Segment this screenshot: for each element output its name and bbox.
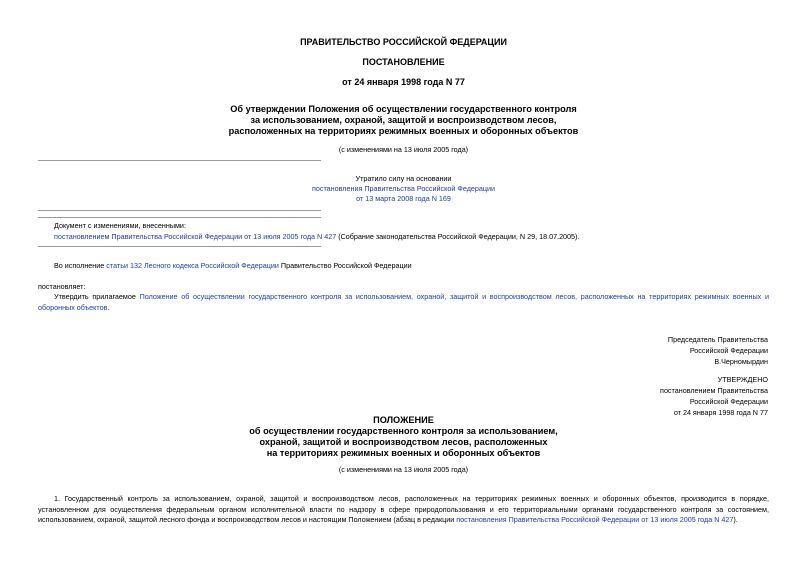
clause-1-suffix: ). bbox=[733, 515, 738, 524]
resolves-text: постановляет: bbox=[38, 282, 86, 291]
divider bbox=[38, 217, 321, 218]
clause-1 bbox=[38, 494, 769, 526]
divider bbox=[38, 210, 321, 211]
amendment-note: (с изменениями на 13 июля 2005 года) bbox=[338, 145, 469, 154]
lost-force-link-date[interactable]: от 13 марта 2008 года N 169 bbox=[356, 194, 451, 203]
document-date-number: от 24 января 1998 года N 77 bbox=[342, 77, 465, 87]
regulation-title: ПОЛОЖЕНИЕ bbox=[373, 415, 434, 425]
title-line: Об утверждении Положения об осуществлении государственного контроля bbox=[230, 104, 577, 114]
document-title bbox=[0, 104, 807, 137]
approve-paragraph bbox=[38, 292, 769, 313]
approved-country: Российской Федерации bbox=[689, 397, 768, 406]
signature-position: Председатель Правительства bbox=[667, 335, 768, 344]
clause-1-link[interactable]: постановления Правительства Российской Федерации от 13 июля 2005 года N 427 bbox=[456, 515, 734, 524]
regulation-line: об осуществлении государственного контроля за использованием, bbox=[249, 426, 558, 436]
changes-source: (Собрание законодательства Российской Федерации, N 29, 18.07.2005). bbox=[336, 232, 580, 241]
signature-country: Российской Федерации bbox=[689, 346, 768, 355]
clause-1-text: 1. Государственный контроль за использованием, охраной, защитой и воспроизводством лесов, расположенных на территориях режимных военных и оборонных объектов, производится в порядке, установленном для осуществления федеральным органом исполнительной власти по надзору в сфере природопользования и его территориальными органами государственного контроля за состоянием, использованием, охраной, защитой лесного фонда и воспроизводством лесов и настоящим Положением (абзац в редакции bbox=[38, 494, 769, 524]
title-line: расположенных на территориях режимных военных и оборонных объектов bbox=[228, 126, 579, 136]
regulation-line: на территориях режимных военных и оборонных объектов bbox=[266, 448, 541, 458]
signature-block bbox=[668, 334, 768, 367]
government-name: ПРАВИТЕЛЬСТВО РОССИЙСКОЙ ФЕДЕРАЦИИ bbox=[300, 37, 507, 47]
lost-force-text: Утратило силу на основании bbox=[355, 174, 452, 183]
forest-code-link[interactable]: статьи 132 Лесного кодекса Российской Федерации bbox=[106, 261, 279, 270]
changes-link[interactable]: постановлением Правительства Российской Федерации от 13 июля 2005 года N 427 bbox=[54, 232, 337, 241]
approve-prefix: Утвердить прилагаемое bbox=[54, 292, 140, 301]
divider bbox=[38, 160, 321, 161]
approved-block bbox=[660, 374, 768, 418]
approved-label: УТВЕРЖДЕНО bbox=[717, 375, 768, 384]
approved-date: от 24 января 1998 года N 77 bbox=[673, 408, 768, 417]
approve-suffix: . bbox=[107, 302, 110, 312]
title-line: за использованием, охраной, защитой и воспроизводством лесов, bbox=[250, 115, 557, 125]
changes-label: Документ с изменениями, внесенными: bbox=[54, 221, 186, 230]
regulation-line: охраной, защитой и воспроизводством лесов, расположенных bbox=[259, 437, 548, 447]
lost-force-block bbox=[0, 174, 807, 204]
divider bbox=[38, 246, 321, 247]
document-type: ПОСТАНОВЛЕНИЕ bbox=[362, 57, 445, 67]
approved-by: постановлением Правительства bbox=[660, 386, 768, 395]
signature-name: В.Черномырдин bbox=[714, 357, 768, 366]
regulation-amendment-note: (с изменениями на 13 июля 2005 года) bbox=[338, 465, 469, 474]
regulation-title-block bbox=[0, 415, 807, 459]
enforcement-line bbox=[54, 261, 412, 271]
changes-line bbox=[54, 232, 579, 242]
enforcement-suffix: Правительство Российской Федерации bbox=[278, 261, 412, 270]
enforcement-prefix: Во исполнение bbox=[54, 261, 107, 270]
lost-force-link[interactable]: постановления Правительства Российской Федерации bbox=[311, 184, 496, 193]
regulation-link[interactable]: Положение об осуществлении государственного контроля за использованием, охраной, защитой и воспроизводством лесов, расположенных на территориях режимных военных и оборонных объектов bbox=[38, 292, 769, 312]
